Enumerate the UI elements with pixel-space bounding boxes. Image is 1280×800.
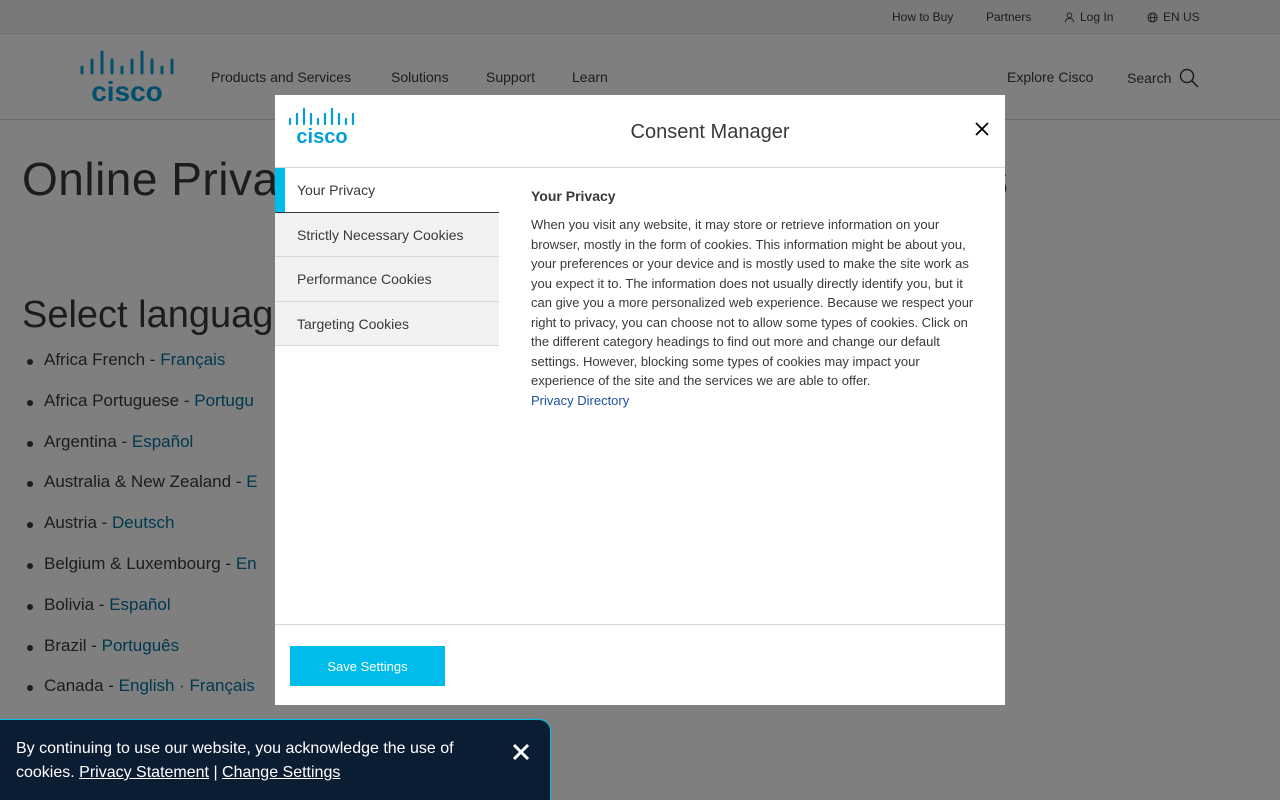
consent-manager-modal — [275, 95, 1005, 705]
modal-title: Consent Manager — [630, 121, 790, 143]
category-tab-list — [275, 168, 499, 346]
cookie-message: By continuing to use our website, you acknowledge the use of cookies. — [16, 740, 454, 781]
close-icon[interactable] — [512, 743, 530, 761]
modal-footer — [275, 624, 1005, 705]
content-description: When you visit any website, it may store or retrieve information on your browser, mostly in the form of cookies. This information might be about you, your preferences or your device and is mostly used to make the site work as you expect it to. The information does not usually directly identify you, but it can give you a more personalized web experience. Because we respect your right to privacy, you can choose not to allow some types of cookies. Click on the different category headings to find out more and change our default settings. However, blocking some types of cookies may impact your experience of the site and the services we are able to offer. — [531, 217, 974, 388]
modal-body — [275, 168, 1005, 625]
save-settings-button[interactable]: Save Settings — [290, 646, 445, 686]
cisco-logo-icon — [288, 107, 358, 145]
link-separator: | — [213, 764, 218, 781]
tab-strictly-necessary-cookies[interactable]: Strictly Necessary Cookies — [275, 213, 499, 258]
tab-targeting-cookies[interactable]: Targeting Cookies — [275, 302, 499, 347]
tab-performance-cookies[interactable]: Performance Cookies — [275, 257, 499, 302]
cookie-banner-text — [16, 737, 496, 785]
change-settings-link[interactable]: Change Settings — [222, 764, 341, 781]
cookie-banner — [0, 719, 551, 800]
modal-header — [275, 95, 1005, 168]
privacy-statement-link[interactable]: Privacy Statement — [79, 764, 209, 781]
privacy-directory-link[interactable]: Privacy Directory — [531, 392, 630, 408]
tab-your-privacy[interactable]: Your Privacy — [275, 168, 499, 213]
content-heading: Your Privacy — [531, 188, 616, 204]
close-icon[interactable] — [974, 121, 990, 137]
tab-content-panel — [531, 188, 986, 410]
svg-text:cisco: cisco — [296, 126, 348, 145]
